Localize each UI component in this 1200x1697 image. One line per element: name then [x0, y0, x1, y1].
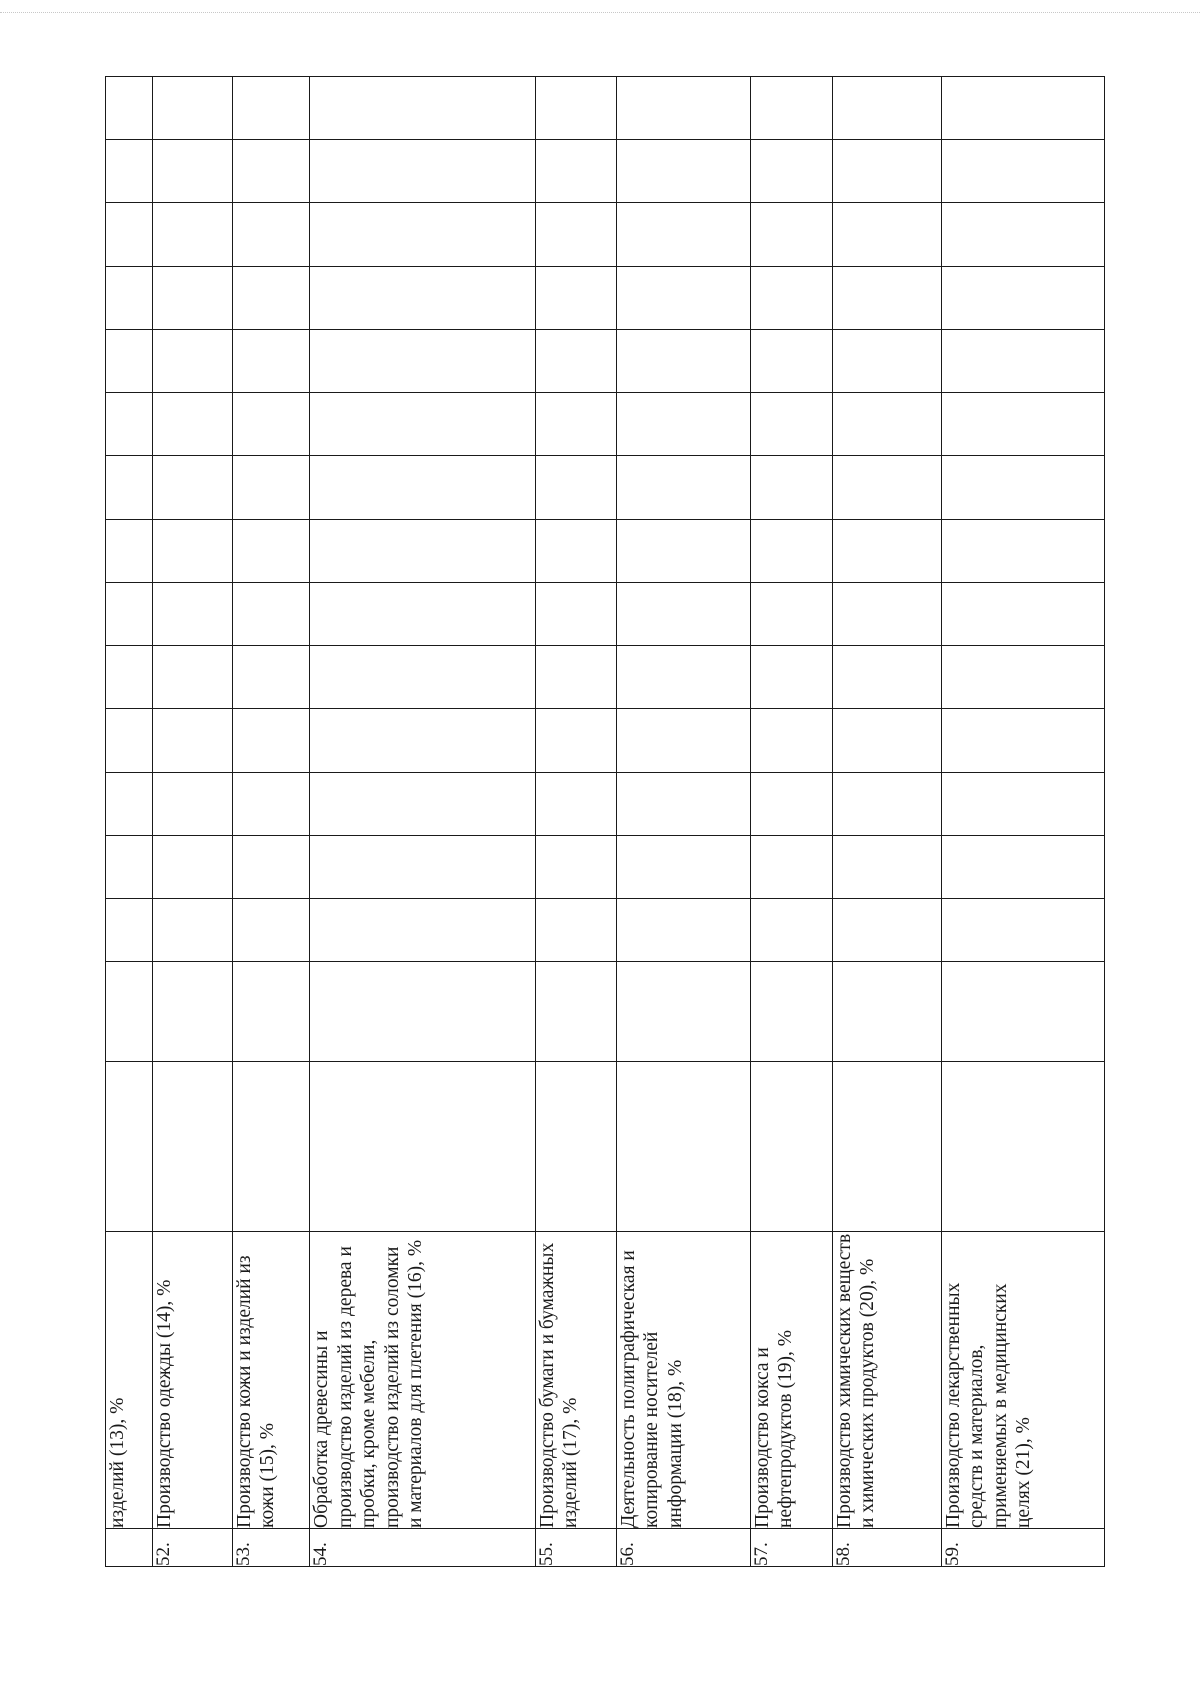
empty-cell: [152, 330, 232, 393]
empty-cell: [832, 962, 941, 1062]
empty-cell: [106, 77, 153, 140]
empty-cell: [535, 899, 616, 962]
empty-cell: [941, 836, 1104, 899]
row-label: Производство химических веществ и химических продуктов (20), %: [832, 1232, 941, 1529]
empty-cell: [750, 456, 832, 520]
empty-cell: [106, 456, 153, 520]
empty-cell: [750, 520, 832, 583]
table-row: [232, 77, 310, 1567]
empty-cell: [535, 203, 616, 267]
rotated-table-frame: [105, 107, 1105, 1567]
empty-cell: [106, 393, 153, 456]
empty-cell: [310, 899, 535, 962]
empty-cell: [941, 709, 1104, 773]
empty-cell: [106, 330, 153, 393]
empty-cell: [941, 583, 1104, 646]
empty-cell: [616, 1062, 750, 1232]
empty-cell: [616, 962, 750, 1062]
empty-cell: [535, 646, 616, 709]
empty-cell: [941, 140, 1104, 203]
row-number: 56.: [616, 1529, 750, 1567]
empty-cell: [232, 962, 310, 1062]
empty-cell: [152, 646, 232, 709]
empty-cell: [832, 267, 941, 330]
empty-cell: [616, 520, 750, 583]
empty-cell: [152, 203, 232, 267]
empty-cell: [750, 709, 832, 773]
empty-cell: [750, 393, 832, 456]
empty-cell: [152, 583, 232, 646]
empty-cell: [750, 583, 832, 646]
row-label: Производство лекарственных средств и материалов, применяемых в медицинских целях (21), %: [941, 1232, 1104, 1529]
empty-cell: [832, 140, 941, 203]
empty-cell: [535, 773, 616, 836]
empty-cell: [152, 899, 232, 962]
empty-cell: [106, 1062, 153, 1232]
row-number: 55.: [535, 1529, 616, 1567]
empty-cell: [310, 203, 535, 267]
empty-cell: [832, 456, 941, 520]
empty-cell: [310, 267, 535, 330]
empty-cell: [106, 140, 153, 203]
empty-cell: [152, 836, 232, 899]
row-label: изделий (13), %: [106, 1232, 153, 1529]
empty-cell: [310, 140, 535, 203]
empty-cell: [152, 267, 232, 330]
empty-cell: [106, 267, 153, 330]
empty-cell: [832, 330, 941, 393]
empty-cell: [750, 836, 832, 899]
empty-cell: [750, 330, 832, 393]
empty-cell: [832, 709, 941, 773]
table-row: [616, 77, 750, 1567]
empty-cell: [232, 1062, 310, 1232]
empty-cell: [616, 203, 750, 267]
empty-cell: [616, 836, 750, 899]
empty-cell: [750, 267, 832, 330]
empty-cell: [941, 962, 1104, 1062]
empty-cell: [750, 140, 832, 203]
table-row: [106, 77, 153, 1567]
empty-cell: [232, 520, 310, 583]
empty-cell: [310, 646, 535, 709]
empty-cell: [832, 203, 941, 267]
empty-cell: [616, 330, 750, 393]
empty-cell: [310, 709, 535, 773]
empty-cell: [941, 203, 1104, 267]
empty-cell: [152, 520, 232, 583]
empty-cell: [232, 646, 310, 709]
empty-cell: [941, 1062, 1104, 1232]
empty-cell: [941, 77, 1104, 140]
empty-cell: [941, 330, 1104, 393]
empty-cell: [616, 583, 750, 646]
row-label: Производство кокса и нефтепродуктов (19), %: [750, 1232, 832, 1529]
empty-cell: [232, 330, 310, 393]
indicators-table: [105, 76, 1105, 1567]
empty-cell: [941, 520, 1104, 583]
row-number: 52.: [152, 1529, 232, 1567]
empty-cell: [616, 899, 750, 962]
empty-cell: [941, 267, 1104, 330]
empty-cell: [310, 456, 535, 520]
empty-cell: [232, 393, 310, 456]
empty-cell: [832, 393, 941, 456]
empty-cell: [750, 1062, 832, 1232]
empty-cell: [832, 646, 941, 709]
row-number: 57.: [750, 1529, 832, 1567]
empty-cell: [310, 393, 535, 456]
empty-cell: [616, 456, 750, 520]
empty-cell: [832, 520, 941, 583]
empty-cell: [310, 773, 535, 836]
empty-cell: [941, 393, 1104, 456]
table-row: [832, 77, 941, 1567]
row-number: 58.: [832, 1529, 941, 1567]
empty-cell: [941, 456, 1104, 520]
empty-cell: [232, 140, 310, 203]
empty-cell: [616, 267, 750, 330]
empty-cell: [832, 583, 941, 646]
table-row: [750, 77, 832, 1567]
empty-cell: [535, 520, 616, 583]
row-label: Производство одежды (14), %: [152, 1232, 232, 1529]
empty-cell: [832, 836, 941, 899]
empty-cell: [106, 520, 153, 583]
scan-page-edge: [0, 12, 1200, 13]
empty-cell: [535, 267, 616, 330]
empty-cell: [310, 1062, 535, 1232]
empty-cell: [616, 773, 750, 836]
empty-cell: [750, 773, 832, 836]
empty-cell: [750, 962, 832, 1062]
empty-cell: [106, 646, 153, 709]
empty-cell: [310, 962, 535, 1062]
row-label: Деятельность полиграфическая и копирование носителей информации (18), %: [616, 1232, 750, 1529]
empty-cell: [535, 77, 616, 140]
empty-cell: [152, 709, 232, 773]
empty-cell: [941, 899, 1104, 962]
empty-cell: [535, 140, 616, 203]
empty-cell: [941, 646, 1104, 709]
empty-cell: [616, 393, 750, 456]
table-row: [941, 77, 1104, 1567]
empty-cell: [106, 709, 153, 773]
empty-cell: [832, 773, 941, 836]
empty-cell: [232, 899, 310, 962]
empty-cell: [616, 646, 750, 709]
empty-cell: [750, 203, 832, 267]
empty-cell: [535, 962, 616, 1062]
row-label: Обработка древесины и производство изделий из дерева и пробки, кроме мебели, производство изделий из соломки и материалов для плетения (16), %: [310, 1232, 535, 1529]
empty-cell: [232, 77, 310, 140]
empty-cell: [152, 456, 232, 520]
empty-cell: [152, 773, 232, 836]
empty-cell: [832, 1062, 941, 1232]
empty-cell: [232, 267, 310, 330]
table-row: [535, 77, 616, 1567]
empty-cell: [152, 1062, 232, 1232]
empty-cell: [232, 709, 310, 773]
row-number: 54.: [310, 1529, 535, 1567]
empty-cell: [106, 899, 153, 962]
empty-cell: [152, 140, 232, 203]
empty-cell: [750, 899, 832, 962]
empty-cell: [535, 583, 616, 646]
empty-cell: [310, 330, 535, 393]
empty-cell: [310, 520, 535, 583]
empty-cell: [232, 836, 310, 899]
empty-cell: [535, 836, 616, 899]
empty-cell: [750, 646, 832, 709]
empty-cell: [232, 456, 310, 520]
row-label: Производство бумаги и бумажных изделий (17), %: [535, 1232, 616, 1529]
empty-cell: [232, 583, 310, 646]
table-row: [152, 77, 232, 1567]
empty-cell: [750, 77, 832, 140]
empty-cell: [310, 583, 535, 646]
empty-cell: [616, 709, 750, 773]
empty-cell: [106, 583, 153, 646]
empty-cell: [152, 77, 232, 140]
empty-cell: [832, 77, 941, 140]
empty-cell: [535, 1062, 616, 1232]
empty-cell: [232, 203, 310, 267]
empty-cell: [535, 709, 616, 773]
empty-cell: [152, 393, 232, 456]
table-row: [310, 77, 535, 1567]
empty-cell: [106, 203, 153, 267]
row-number: [106, 1529, 153, 1567]
empty-cell: [616, 77, 750, 140]
empty-cell: [106, 773, 153, 836]
row-number: 53.: [232, 1529, 310, 1567]
row-number: 59.: [941, 1529, 1104, 1567]
empty-cell: [535, 393, 616, 456]
empty-cell: [535, 330, 616, 393]
empty-cell: [106, 962, 153, 1062]
empty-cell: [310, 836, 535, 899]
empty-cell: [535, 456, 616, 520]
empty-cell: [106, 836, 153, 899]
empty-cell: [232, 773, 310, 836]
row-label: Производство кожи и изделий из кожи (15), %: [232, 1232, 310, 1529]
empty-cell: [310, 77, 535, 140]
empty-cell: [616, 140, 750, 203]
empty-cell: [941, 773, 1104, 836]
empty-cell: [832, 899, 941, 962]
empty-cell: [152, 962, 232, 1062]
